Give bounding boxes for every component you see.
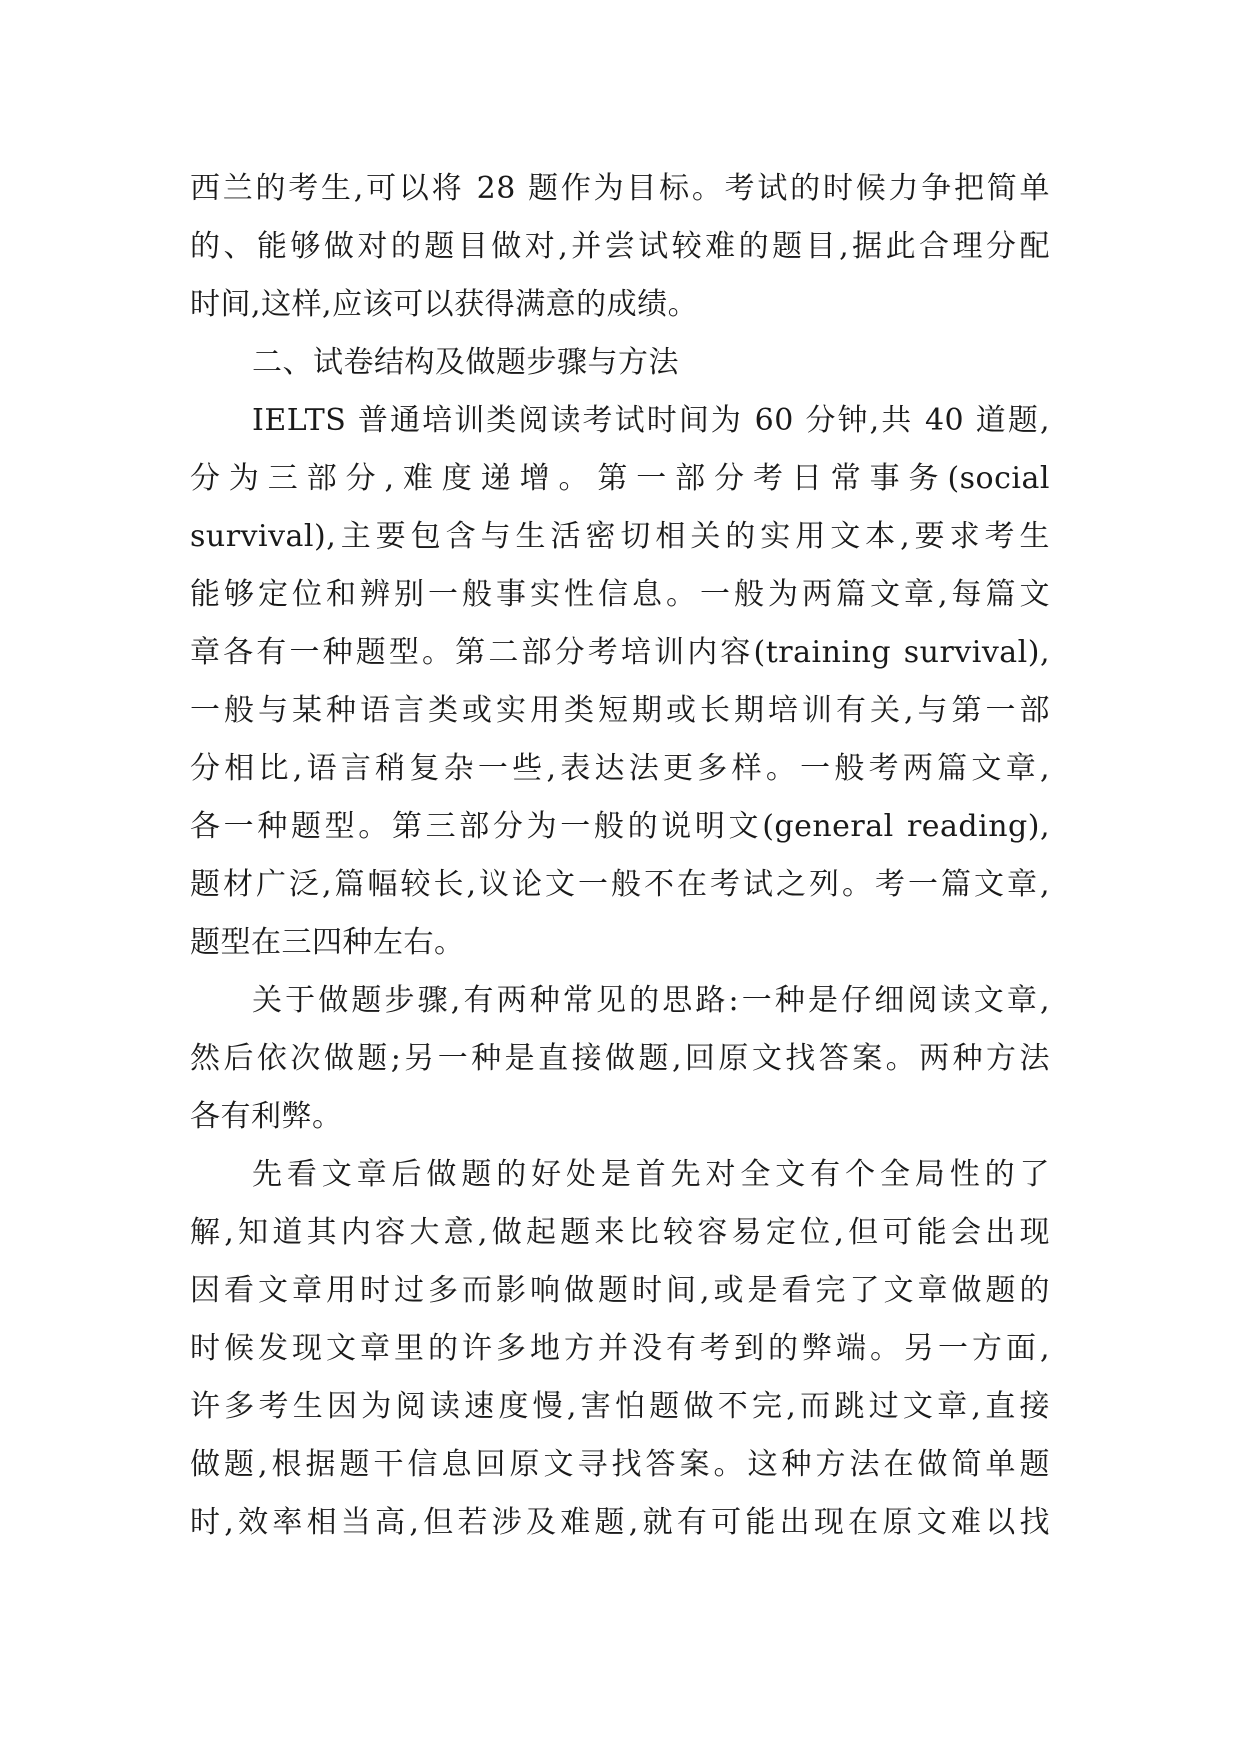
text-line: 能够定位和辨别一般事实性信息。一般为两篇文章,每篇文 bbox=[190, 577, 1050, 612]
text-line: 分为三部分,难度递增。第一部分考日常事务(social bbox=[190, 461, 1050, 496]
text-line: 时候发现文章里的许多地方并没有考到的弊端。另一方面, bbox=[190, 1331, 1050, 1366]
text-line: 然后依次做题;另一种是直接做题,回原文找答案。两种方法 bbox=[190, 1041, 1050, 1076]
text-line: 先看文章后做题的好处是首先对全文有个全局性的了 bbox=[252, 1157, 1050, 1192]
text-line: 时,效率相当高,但若涉及难题,就有可能出现在原文难以找 bbox=[190, 1505, 1050, 1540]
text-line: 章各有一种题型。第二部分考培训内容(training survival), bbox=[190, 635, 1050, 670]
text-line: 许多考生因为阅读速度慢,害怕题做不完,而跳过文章,直接 bbox=[190, 1389, 1050, 1424]
document-body bbox=[190, 160, 1050, 1552]
text-line: 的、能够做对的题目做对,并尝试较难的题目,据此合理分配 bbox=[190, 229, 1050, 264]
text-line: 一般与某种语言类或实用类短期或长期培训有关,与第一部 bbox=[190, 693, 1050, 728]
text-line: 因看文章用时过多而影响做题时间,或是看完了文章做题的 bbox=[190, 1273, 1050, 1308]
text-line: 二、试卷结构及做题步骤与方法 bbox=[252, 345, 679, 380]
text-line: 分相比,语言稍复杂一些,表达法更多样。一般考两篇文章, bbox=[190, 751, 1050, 786]
text-line: 题材广泛,篇幅较长,议论文一般不在考试之列。考一篇文章, bbox=[190, 867, 1050, 902]
text-line: 做题,根据题干信息回原文寻找答案。这种方法在做简单题 bbox=[190, 1447, 1050, 1482]
text-line: IELTS 普通培训类阅读考试时间为 60 分钟,共 40 道题, bbox=[252, 403, 1050, 438]
text-line: 时间,这样,应该可以获得满意的成绩。 bbox=[190, 287, 699, 322]
text-line: 各有利弊。 bbox=[190, 1099, 343, 1134]
text-line: 西兰的考生,可以将 28 题作为目标。考试的时候力争把简单 bbox=[190, 171, 1050, 206]
text-line: 题型在三四种左右。 bbox=[190, 925, 465, 960]
text-line: 各一种题型。第三部分为一般的说明文(general reading), bbox=[190, 809, 1050, 844]
text-line: 关于做题步骤,有两种常见的思路:一种是仔细阅读文章, bbox=[252, 983, 1050, 1018]
text-line: survival),主要包含与生活密切相关的实用文本,要求考生 bbox=[190, 519, 1050, 554]
text-line: 解,知道其内容大意,做起题来比较容易定位,但可能会出现 bbox=[190, 1215, 1050, 1250]
